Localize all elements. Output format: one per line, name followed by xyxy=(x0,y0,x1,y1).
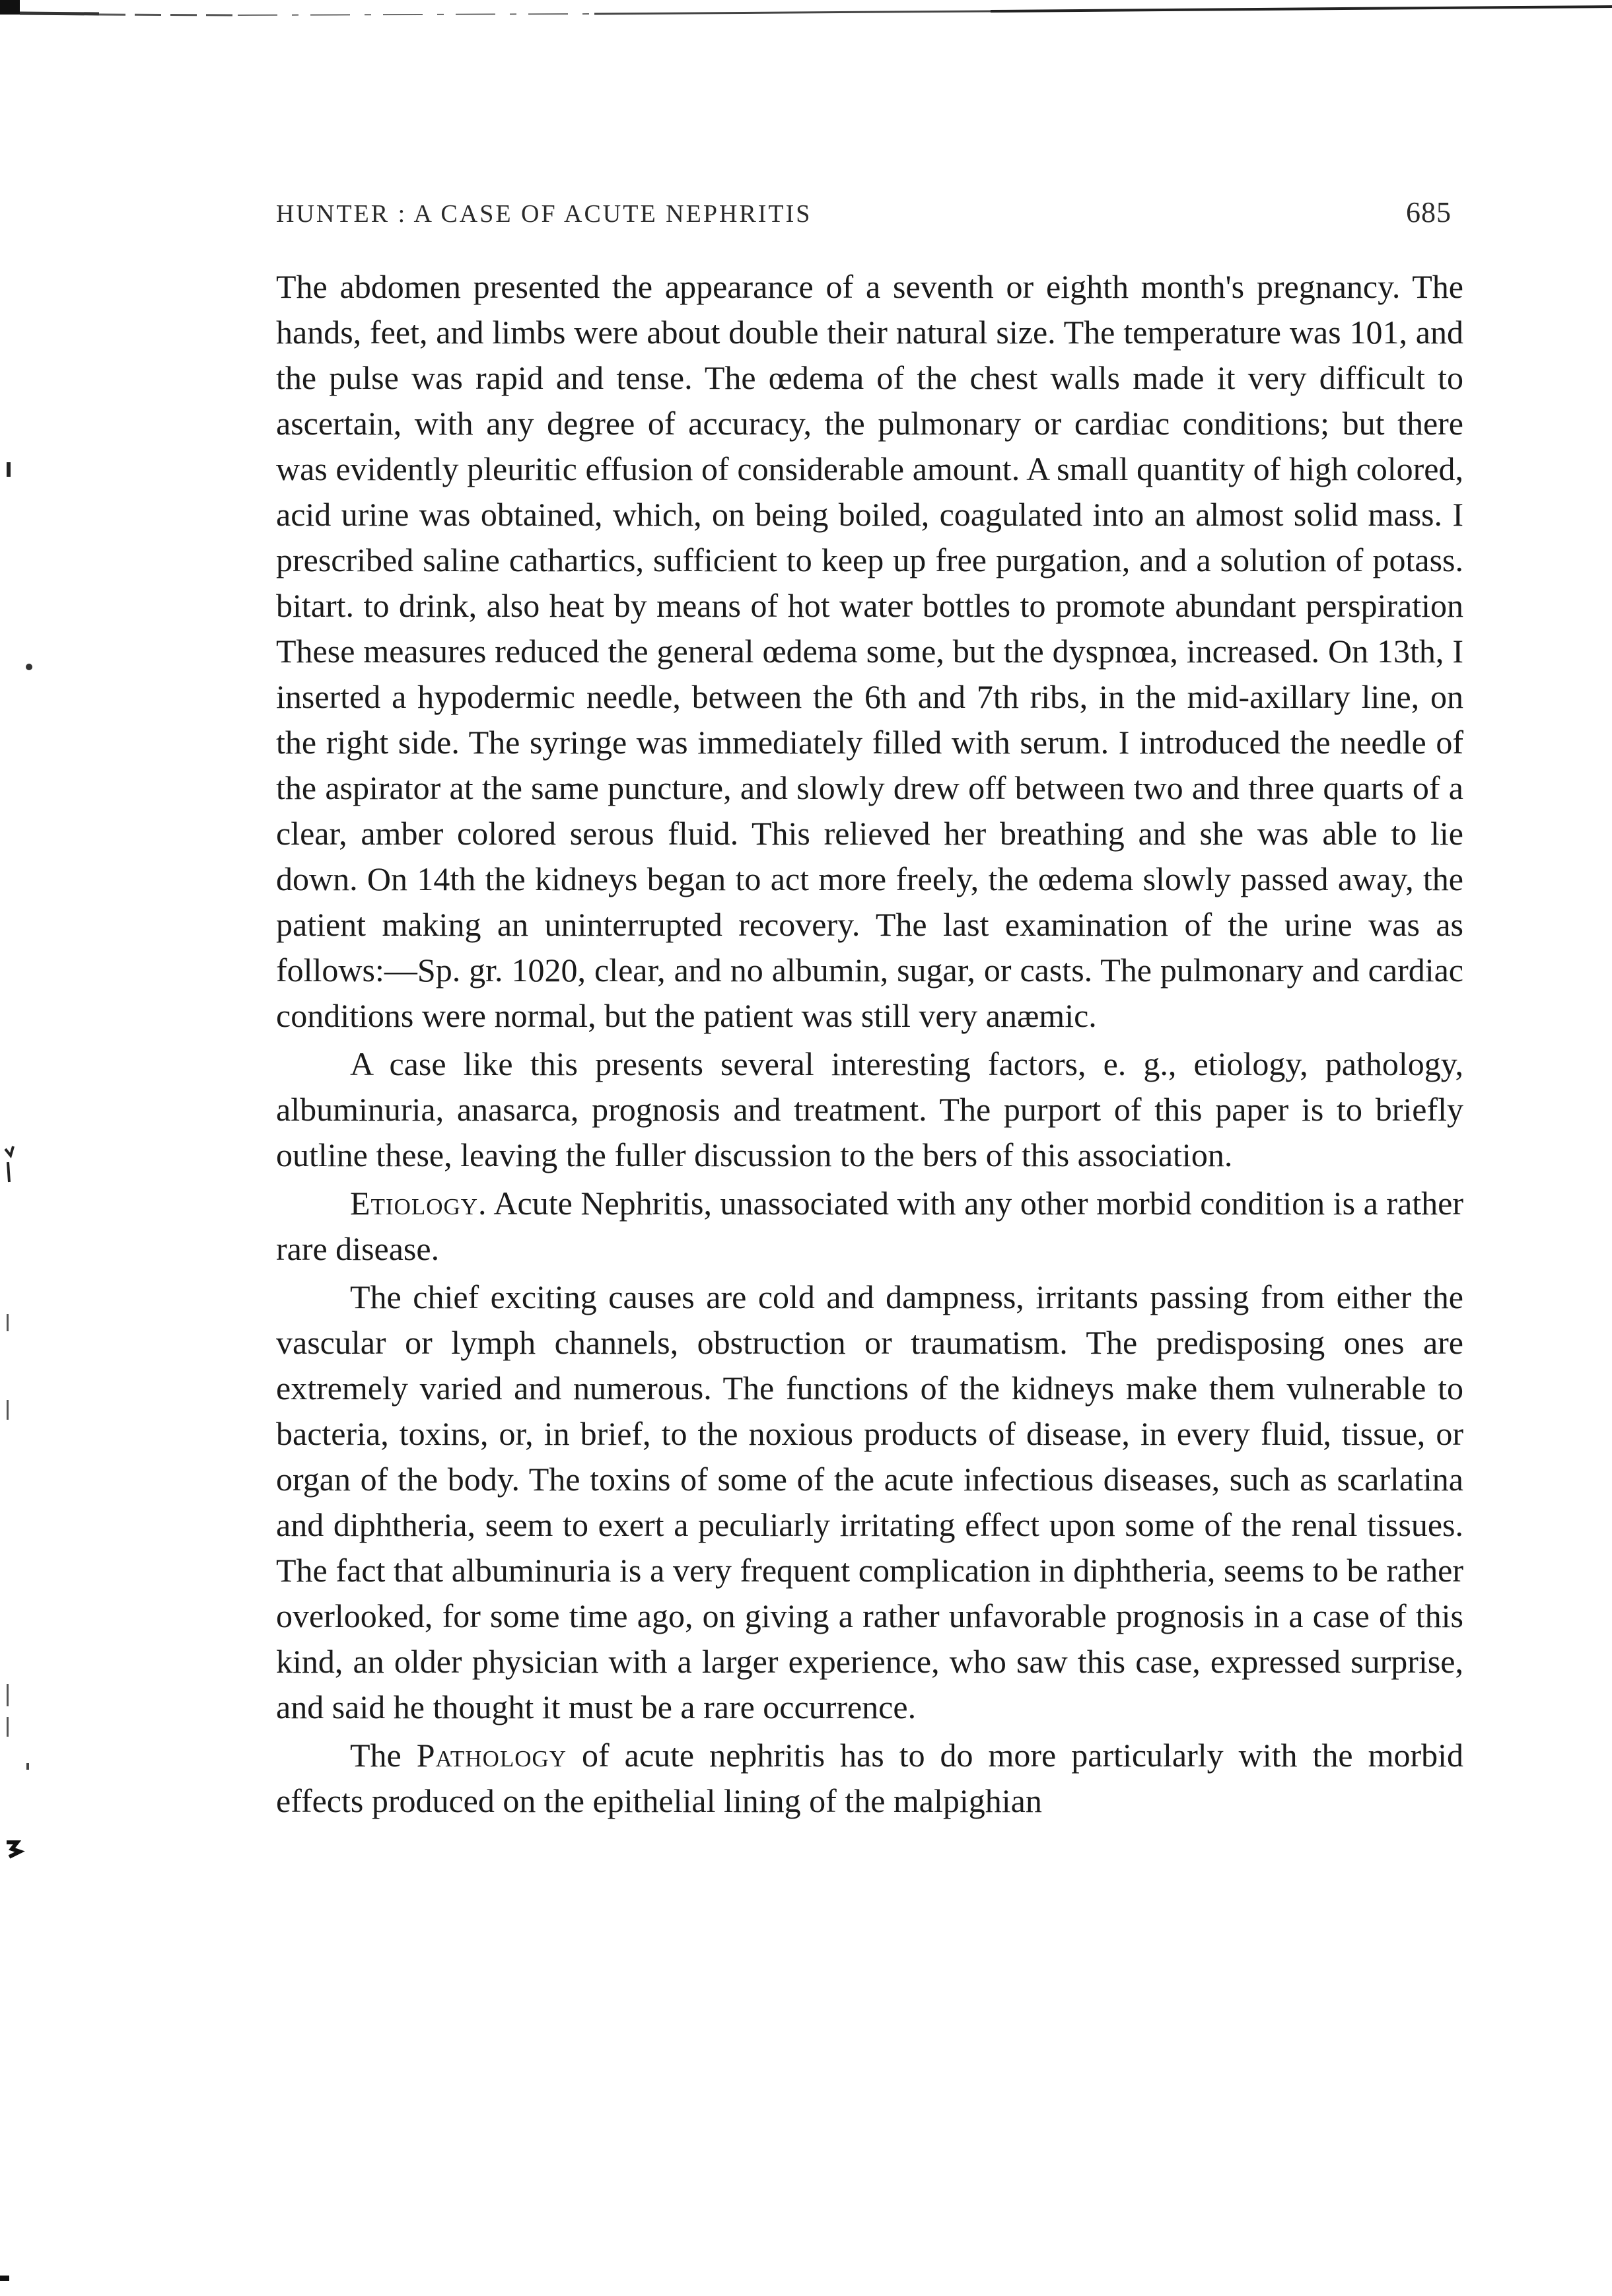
pathology-text: of acute nephritis has to do more particularly with the morbid effects produced on the epithelial lining of the malpighian xyxy=(276,1737,1464,1819)
body-text xyxy=(276,264,1463,1824)
paragraph-factors: A case like this presents several interesting factors, e. g., etiology, pathology, albuminuria, anasarca, prognosis and treatment. The purport of this paper is to briefly outline these, leaving the fuller discussion to the bers of this association. xyxy=(276,1045,1463,1173)
scan-top-rule xyxy=(0,0,1612,26)
running-title: HUNTER : A CASE OF ACUTE NEPHRITIS xyxy=(276,200,812,228)
pathology-heading: Pathology xyxy=(416,1737,567,1774)
running-head xyxy=(276,195,1452,235)
scan-edge-marks xyxy=(0,0,40,2296)
etiology-heading: Etiology. xyxy=(350,1185,487,1222)
paragraph-case-report: The abdomen presented the appearance of a seventh or eighth month's pregnancy. The hands, feet, and limbs were about double their natural size. The temperature was 101, and the pulse was rapid and tense. The œdema of the chest walls made it very difficult to ascertain, with any degree of accuracy, the pulmonary or cardiac conditions; but there was evidently pleuritic effusion of considerable amount. A small quantity of high colored, acid urine was obtained, which, on being boiled, coagulated into an almost solid mass. I prescribed saline cathartics, sufficient to keep up free purgation, and a solution of potass. bitart. to drink, also heat by means of hot water bottles to promote abundant perspiration These measures reduced the general œdema some, but the dyspnœa, increased. On 13th, I inserted a hypodermic needle, between the 6th and 7th ribs, in the mid-axillary line, on the right side. The syringe was immediately filled with serum. I introduced the needle of the aspirator at the same puncture, and slowly drew off between two and three quarts of a clear, amber colored serous fluid. This relieved her breathing and she was able to lie down. On 14th the kidneys began to act more freely, the œdema slowly passed away, the patient making an uninterrupted recovery. The last examination of the urine was as follows:—Sp. gr. 1020, clear, and no albumin, sugar, or casts. The pulmonary and cardiac conditions were normal, but the patient was still very anæmic. xyxy=(276,268,1463,1034)
paragraph-etiology xyxy=(276,1181,1463,1272)
page-number: 685 xyxy=(1406,196,1452,228)
paragraph-causes: The chief exciting causes are cold and dampness, irritants passing from either the vascular or lymph channels, obstruction or traumatism. The predisposing ones are extremely varied and numerous. The functions of the kidneys make them vulnerable to bacteria, toxins, or, in brief, to the noxious products of disease, in every fluid, tissue, or organ of the body. The toxins of some of the acute infectious diseases, such as scarlatina and diphtheria, seem to exert a peculiarly irritating effect upon some of the renal tissues. The fact that albuminuria is a very frequent complication in diphtheria, seems to be rather overlooked, for some time ago, on giving a rather unfavorable prognosis in a case of this kind, an older physician with a larger experience, who saw this case, expressed surprise, and said he thought it must be a rare occurrence. xyxy=(276,1278,1463,1725)
paragraph-pathology xyxy=(276,1733,1463,1824)
etiology-text: Acute Nephritis, unassociated with any other morbid condition is a rather rare disease. xyxy=(276,1185,1463,1267)
pathology-lead: The xyxy=(350,1737,417,1774)
